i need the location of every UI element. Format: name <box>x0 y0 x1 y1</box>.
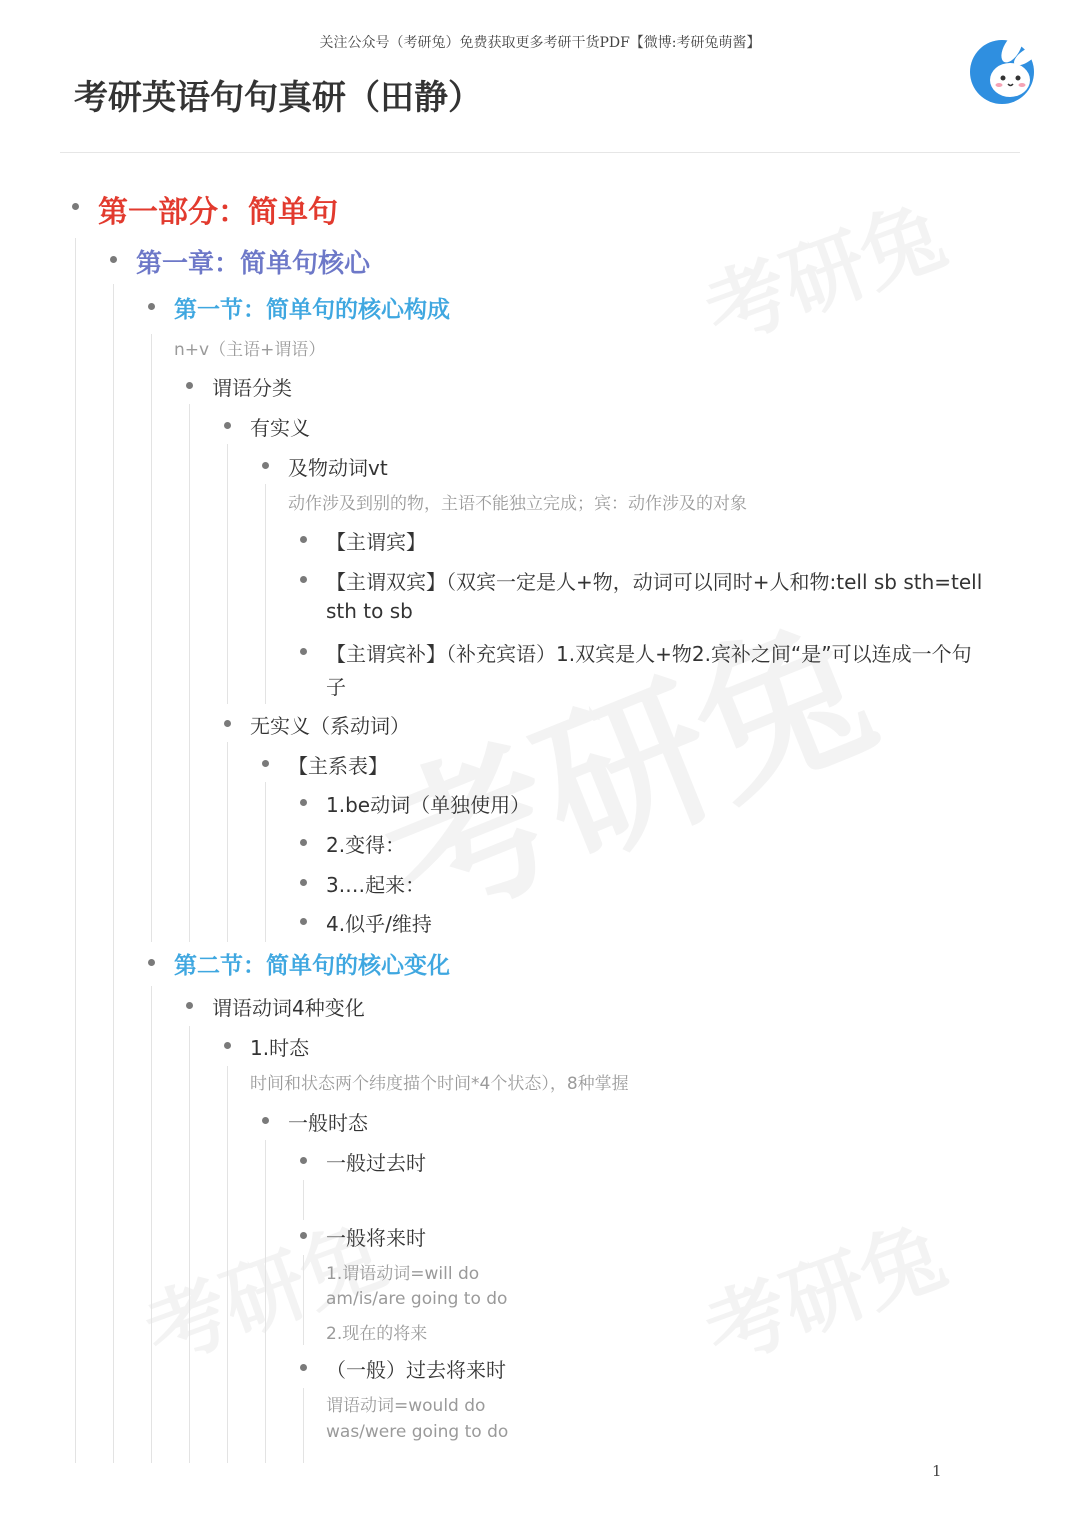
bullet-dot <box>110 256 117 263</box>
item-note: am/is/are going to do <box>326 1289 508 1309</box>
outline-item: 【主系表】 <box>288 754 388 778</box>
bullet-dot <box>300 839 307 846</box>
bullet-dot <box>300 879 307 886</box>
indent-guide <box>303 1180 304 1220</box>
outline-item-continued: 子 <box>326 675 346 699</box>
indent-guide <box>189 404 190 942</box>
bullet-dot <box>300 648 307 655</box>
indent-guide <box>265 484 266 704</box>
bullet-dot <box>300 1364 307 1371</box>
outline-item: 及物动词vt <box>288 456 388 480</box>
outline-item: 有实义 <box>250 416 310 440</box>
outline-item: 【主谓双宾】（双宾一定是人+物，动词可以同时+人和物:tell sb sth=tell <box>326 570 983 594</box>
item-note: 谓语动词=would do <box>326 1396 486 1416</box>
outline-item: 一般时态 <box>288 1111 368 1135</box>
bullet-dot <box>300 576 307 583</box>
indent-guide <box>227 444 228 704</box>
item-note: 时间和状态两个纬度描个时间*4个状态），8种掌握 <box>250 1074 629 1094</box>
bullet-dot <box>262 1117 269 1124</box>
indent-guide <box>227 1066 228 1463</box>
indent-guide <box>227 742 228 942</box>
header-note: 关注公众号（考研兔）免费获取更多考研干货PDF【微博:考研兔萌酱】 <box>319 35 761 51</box>
bullet-dot <box>148 959 155 966</box>
section-note: n+v（主语+谓语） <box>174 340 326 360</box>
bullet-dot <box>72 203 79 210</box>
indent-guide <box>303 1388 304 1463</box>
outline-item: （一般）过去将来时 <box>326 1358 506 1382</box>
outline-item: 谓语动词4种变化 <box>212 996 365 1020</box>
part-heading: 第一部分：简单句 <box>98 195 338 230</box>
section-heading: 第一节：简单句的核心构成 <box>174 297 450 323</box>
indent-guide <box>75 238 76 1463</box>
indent-guide <box>113 284 114 1463</box>
indent-guide <box>265 1140 266 1463</box>
bullet-dot <box>186 382 193 389</box>
bullet-dot <box>300 918 307 925</box>
item-note: 1.谓语动词=will do <box>326 1264 480 1284</box>
outline-item: 【主谓宾补】（补充宾语）1.双宾是人+物2.宾补之间“是”可以连成一个句 <box>326 642 972 666</box>
outline-item: 一般过去时 <box>326 1151 426 1175</box>
bullet-dot <box>300 536 307 543</box>
bullet-dot <box>224 720 231 727</box>
item-note: was/were going to do <box>326 1422 509 1442</box>
outline-item-continued: sth to sb <box>326 599 413 623</box>
chapter-heading: 第一章：简单句核心 <box>136 249 371 279</box>
bullet-dot <box>300 1232 307 1239</box>
section-heading: 第二节：简单句的核心变化 <box>174 953 450 979</box>
rabbit-logo-icon <box>968 34 1040 106</box>
document-title: 考研英语句句真研（田静） <box>74 78 482 118</box>
bullet-dot <box>148 303 155 310</box>
outline-item: 1.时态 <box>250 1036 310 1060</box>
page-number: 1 <box>932 1462 942 1480</box>
watermark <box>687 171 958 365</box>
item-note: 2.现在的将来 <box>326 1324 428 1344</box>
indent-guide <box>189 1026 190 1463</box>
bullet-dot <box>300 1157 307 1164</box>
outline-item: 3.…起来： <box>326 873 426 897</box>
bullet-dot <box>262 760 269 767</box>
outline-item: 无实义（系动词） <box>250 714 410 738</box>
bullet-dot <box>300 799 307 806</box>
outline-item: 4.似乎/维持 <box>326 912 432 936</box>
outline-item: 谓语分类 <box>212 376 292 400</box>
indent-guide <box>265 782 266 942</box>
watermark <box>687 1191 958 1385</box>
header-divider <box>60 152 1020 153</box>
outline-item: 2.变得： <box>326 833 406 857</box>
indent-guide <box>151 334 152 942</box>
bullet-dot <box>224 1042 231 1049</box>
outline-item: 【主谓宾】 <box>326 530 426 554</box>
item-note: 动作涉及到别的物，主语不能独立完成；宾：动作涉及的对象 <box>288 494 747 514</box>
watermark <box>343 554 901 966</box>
indent-guide <box>303 1255 304 1345</box>
bullet-dot <box>186 1002 193 1009</box>
bullet-dot <box>224 422 231 429</box>
outline-item: 1.be动词（单独使用） <box>326 793 531 817</box>
bullet-dot <box>262 462 269 469</box>
indent-guide <box>151 986 152 1463</box>
outline-item: 一般将来时 <box>326 1226 426 1250</box>
